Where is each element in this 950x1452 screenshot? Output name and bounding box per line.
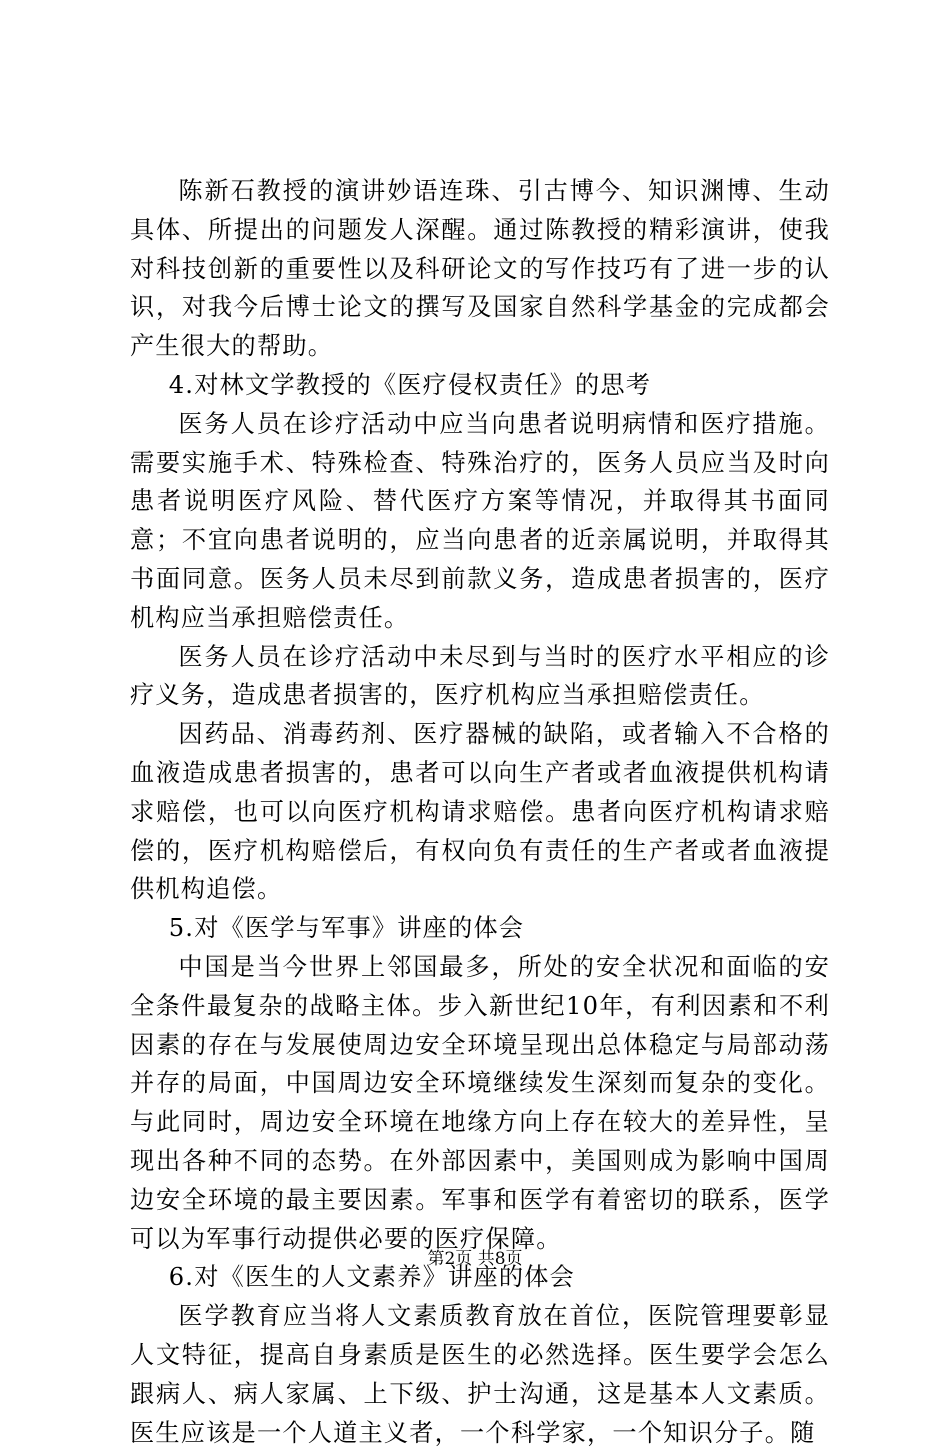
section-heading-6: 6.对《医生的人文素养》讲座的体会 xyxy=(168,1263,576,1292)
paragraph-product-liability: 因药品、消毒药剂、医疗器械的缺陷，或者输入不合格的血液造成患者损害的，患者可以向生产者或者血液提供机构请求赔偿，也可以向医疗机构请求赔偿。患者向医疗机构请求赔偿的，医疗机构赔偿后，有权向负有责任的生产者或者血液提供机构追偿。 xyxy=(130,720,830,904)
page-footer: 第2页 共8页 xyxy=(427,1249,523,1269)
section-heading-4: 4.对林文学教授的《医疗侵权责任》的思考 xyxy=(168,370,652,399)
paragraph-diagnosis-duty: 医务人员在诊疗活动中未尽到与当时的医疗水平相应的诊疗义务，造成患者损害的，医疗机构应当承担赔偿责任。 xyxy=(130,642,830,710)
paragraph-security-environment: 中国是当今世界上邻国最多，所处的安全状况和面临的安全条件最复杂的战略主体。步入新世纪10年，有利因素和不利因素的存在与发展使周边安全环境呈现出总体稳定与局部动荡并存的局面，中国周边安全环境继续发生深刻而复杂的变化。与此同时，周边安全环境在地缘方向上存在较大的差异性，呈现出各种不同的态势。在外部因素中，美国则成为影响中国周边安全环境的最主要因素。军事和医学有着密切的联系，医学可以为军事行动提供必要的医疗保障。 xyxy=(130,952,830,1253)
paragraph-medical-duty: 医务人员在诊疗活动中应当向患者说明病情和医疗措施。需要实施手术、特殊检查、特殊治疗的，医务人员应当及时向患者说明医疗风险、替代医疗方案等情况，并取得其书面同意；不宜向患者说明的，应当向患者的近亲属说明，并取得其书面同意。医务人员未尽到前款义务，造成患者损害的，医疗机构应当承担赔偿责任。 xyxy=(130,409,830,632)
section-heading-5: 5.对《医学与军事》讲座的体会 xyxy=(168,914,525,943)
paragraph-chen-lecture: 陈新石教授的演讲妙语连珠、引古博今、知识渊博、生动具体、所提出的问题发人深醒。通过陈教授的精彩演讲，使我对科技创新的重要性以及科研论文的写作技巧有了进一步的认识，对我今后博士论文的撰写及国家自然科学基金的完成都会产生很大的帮助。 xyxy=(130,177,830,361)
paragraph-humanities: 医学教育应当将人文素质教育放在首位，医院管理要彰显人文特征，提高自身素质是医生的必然选择。医生要学会怎么跟病人、病人家属、上下级、护士沟通，这是基本人文素质。医生应该是一个人道主义者，一个科学家，一个知识分子。随 xyxy=(130,1302,830,1447)
